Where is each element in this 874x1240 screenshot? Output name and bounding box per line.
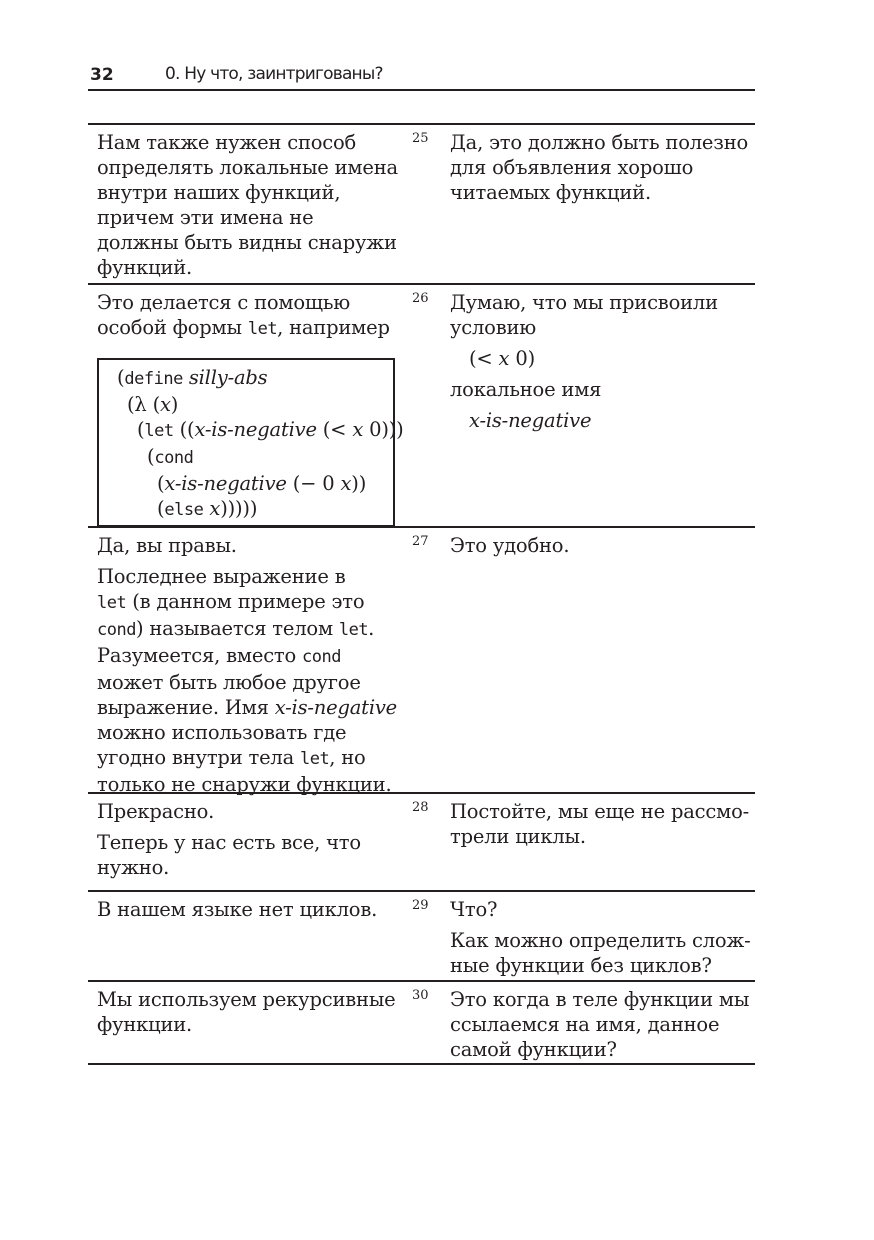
text-line [469, 346, 750, 371]
text-line: нужно. [97, 856, 170, 879]
paragraph [97, 799, 397, 824]
text-segment: ( [117, 366, 125, 389]
dialogue-row [88, 123, 755, 283]
text-line: Постойте, мы еще не рассмо- [450, 800, 749, 823]
paragraph [97, 830, 397, 880]
question-column [97, 799, 397, 886]
dialogue-row [88, 792, 755, 890]
text-line [97, 643, 397, 670]
text-line: внутри наших функций, [97, 181, 341, 204]
text-line [469, 408, 750, 433]
running-header [88, 62, 755, 91]
paragraph [450, 346, 750, 371]
paragraph [450, 987, 750, 1062]
paragraph [450, 408, 750, 433]
text-line [97, 695, 397, 720]
text-segment: выражение. Имя [97, 696, 275, 719]
text-line: Думаю, что мы присвоили [450, 291, 718, 314]
text-segment: угодно внутри тела [97, 746, 301, 769]
code-line [117, 365, 393, 392]
frame-number: 27 [412, 534, 429, 549]
paragraph [97, 290, 397, 342]
answer-column [450, 290, 750, 439]
paragraph [97, 987, 397, 1037]
text-line: Что? [450, 898, 498, 921]
text-line: Как можно определить слож- [450, 929, 751, 952]
italic-text: x-is-negative [194, 418, 317, 441]
text-line: Это когда в теле функции мы [450, 988, 750, 1011]
text-line: ссылаемся на имя, данное [450, 1013, 720, 1036]
text-segment: ( [157, 497, 165, 520]
text-line [97, 589, 397, 616]
paragraph [450, 897, 750, 922]
text-segment: ( [157, 472, 165, 495]
text-segment: ( [137, 418, 145, 441]
text-line: локальное имя [450, 378, 602, 401]
frame-number: 29 [412, 898, 429, 913]
frame-number: 30 [412, 988, 429, 1003]
text-line: функции. [97, 1013, 193, 1036]
text-line: трели циклы. [450, 825, 586, 848]
code-line [117, 496, 393, 523]
dialogue-row [88, 980, 755, 1065]
question-column [97, 897, 397, 928]
text-line [97, 616, 397, 643]
paragraph [450, 533, 750, 558]
code-keyword: else [164, 500, 204, 520]
text-line: Последнее выражение в [97, 565, 346, 588]
dialogue-table [88, 123, 755, 1065]
answer-column [450, 130, 750, 211]
text-line: Это делается с помощью [97, 291, 351, 314]
code-line [117, 444, 393, 471]
code-line [117, 471, 393, 496]
italic-text: x-is-negative [164, 472, 287, 495]
frame-number: 25 [412, 131, 429, 146]
text-segment: 0))) [363, 418, 404, 441]
italic-text: x [340, 472, 352, 495]
text-segment: (λ ( [127, 393, 160, 416]
text-line [97, 745, 397, 772]
italic-text: x-is-negative [469, 409, 592, 432]
question-column [97, 533, 397, 803]
code-keyword: define [124, 369, 183, 389]
text-segment: (< [316, 418, 353, 441]
italic-text: x [159, 393, 171, 416]
text-line: Прекрасно. [97, 800, 215, 823]
code-line [117, 417, 404, 444]
text-line: Да, вы правы. [97, 534, 237, 557]
text-segment: (в данном примере это [126, 590, 365, 613]
text-segment: , но [329, 746, 366, 769]
code-keyword: let [97, 593, 127, 613]
text-line: Мы используем рекурсивные [97, 988, 396, 1011]
text-line: читаемых функций. [450, 181, 651, 204]
text-line: можно использовать где [97, 721, 347, 744]
code-line [117, 392, 393, 417]
paragraph [450, 290, 750, 340]
text-line: самой функции? [450, 1038, 617, 1061]
text-segment: особой формы [97, 316, 248, 339]
text-line: Нам также нужен способ [97, 131, 357, 154]
code-keyword: cond [154, 448, 194, 468]
text-line: условию [450, 316, 537, 339]
text-line [97, 315, 397, 342]
italic-text: x [498, 347, 510, 370]
text-segment: , например [277, 316, 390, 339]
text-segment: . [368, 617, 375, 640]
text-line: В нашем языке нет циклов. [97, 898, 378, 921]
text-line: может быть любое другое [97, 671, 361, 694]
text-segment: (( [173, 418, 195, 441]
text-line: определять локальные имена [97, 156, 398, 179]
paragraph [97, 130, 397, 280]
text-line: должны быть видны снаружи [97, 231, 397, 254]
dialogue-row [88, 890, 755, 980]
italic-text: x-is-negative [274, 696, 398, 719]
italic-text: x [209, 497, 221, 520]
answer-column [450, 897, 750, 984]
code-keyword: let [300, 749, 330, 769]
code-keyword: let [247, 319, 278, 339]
text-segment: (< [469, 347, 499, 370]
code-keyword: cond [97, 620, 136, 640]
code-keyword: let [144, 421, 174, 441]
answer-column [450, 799, 750, 855]
paragraph [97, 564, 397, 797]
code-keyword: let [338, 620, 369, 640]
text-line: Теперь у нас есть все, что [97, 831, 361, 854]
text-line: причем эти имена не [97, 206, 314, 229]
paragraph [450, 377, 750, 402]
answer-column [450, 987, 750, 1068]
paragraph [450, 130, 750, 205]
question-column [97, 987, 397, 1043]
text-segment: Разумеется, вместо [97, 644, 303, 667]
question-column [97, 290, 404, 527]
text-line: Это удобно. [450, 534, 570, 557]
italic-text: x [352, 418, 364, 441]
paragraph [450, 928, 750, 978]
text-segment: ))))) [220, 497, 258, 520]
text-line: для объявления хорошо [450, 156, 694, 179]
paragraph [97, 533, 397, 558]
text-segment: ( [147, 445, 155, 468]
dialogue-row [88, 283, 755, 526]
text-segment: ) называется телом [135, 617, 339, 640]
dialogue-row [88, 526, 755, 796]
page-number: 32 [90, 65, 114, 85]
text-line: Да, это должно быть полезно [450, 131, 749, 154]
code-block [97, 358, 404, 527]
frame-number: 28 [412, 800, 429, 815]
question-column [97, 130, 397, 286]
frame-number: 26 [412, 291, 429, 306]
text-line: только не снаружи функции. [97, 773, 392, 796]
text-line: ные функции без циклов? [450, 954, 712, 977]
code-keyword: cond [302, 647, 341, 667]
paragraph [97, 897, 397, 922]
answer-column [450, 533, 750, 564]
text-segment: ) [170, 393, 179, 416]
text-segment: 0) [509, 347, 535, 370]
text-line: функций. [97, 256, 193, 279]
italic-text: silly-abs [182, 366, 268, 389]
text-segment: )) [351, 472, 367, 495]
chapter-title: 0. Ну что, заинтригованы? [165, 64, 383, 84]
paragraph [450, 799, 750, 849]
text-segment: (− 0 [286, 472, 341, 495]
